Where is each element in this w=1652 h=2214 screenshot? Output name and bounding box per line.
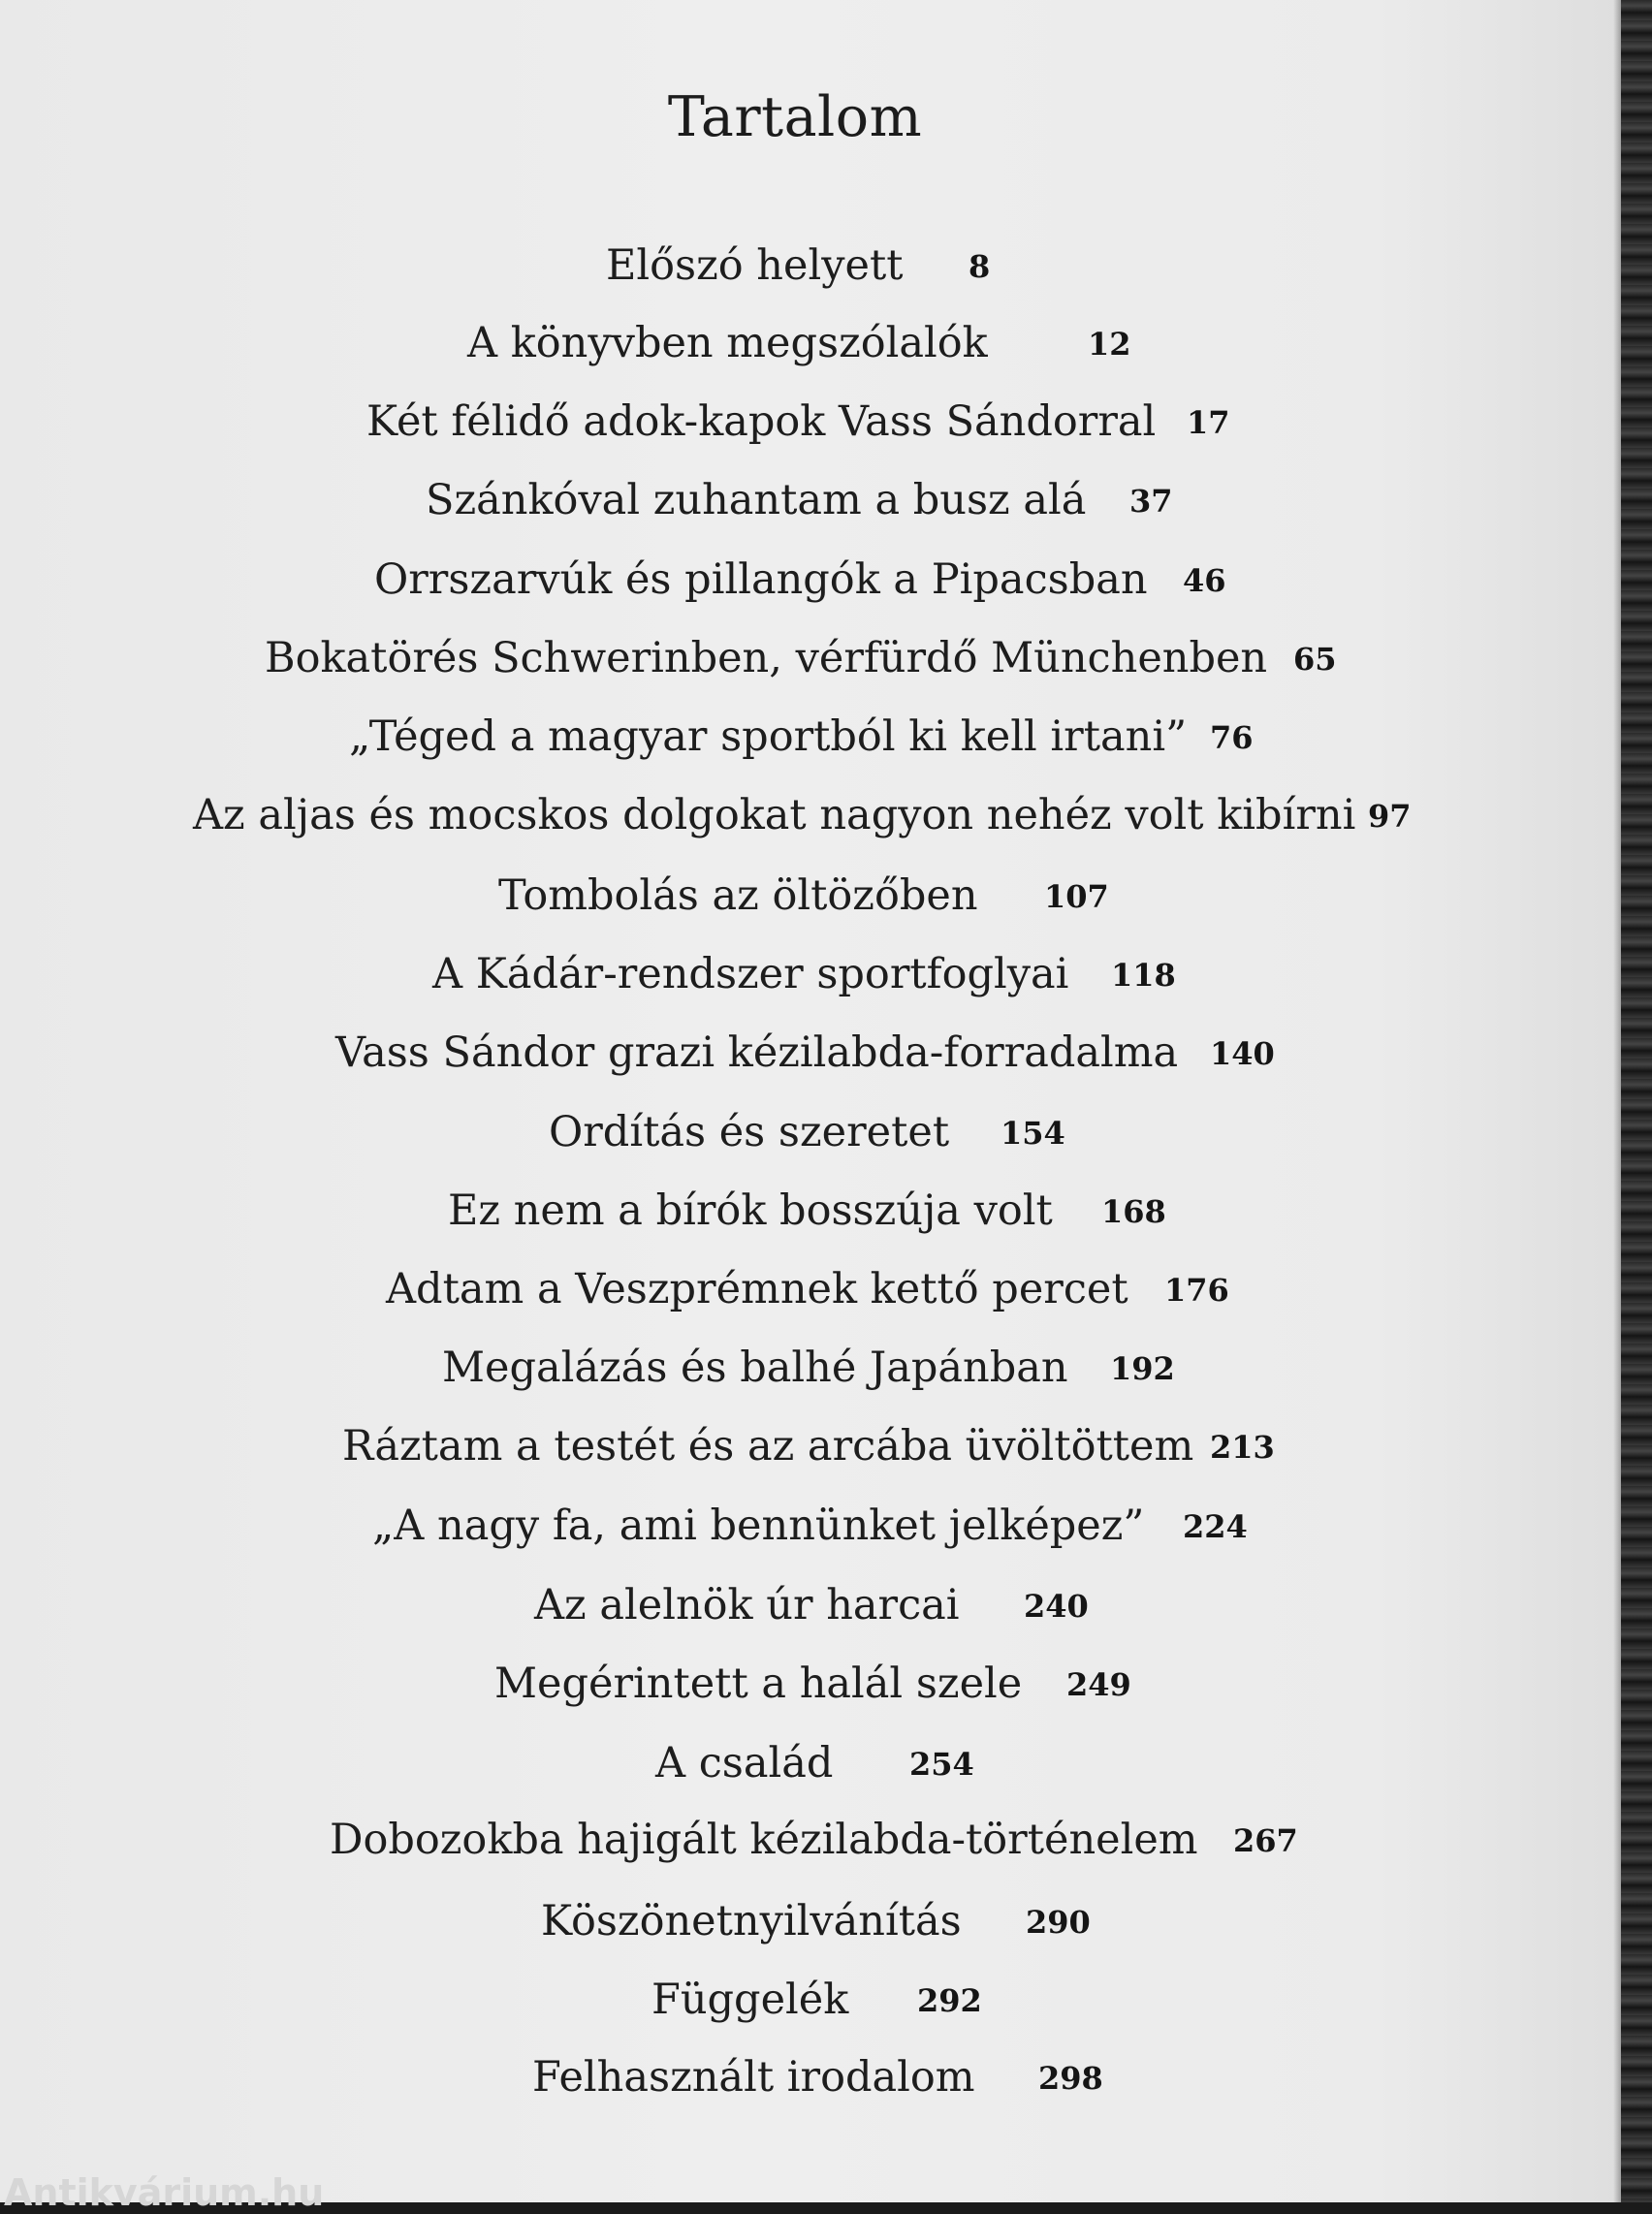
toc-entry-title: Szánkóval zuhantam a busz alá [426, 476, 1087, 524]
toc-entry-title: Függelék [651, 1976, 849, 2024]
toc-entry-page: 17 [1187, 404, 1230, 441]
toc-entry-title: „Téged a magyar sportból ki kell irtani” [349, 712, 1188, 761]
toc-entry-page: 168 [1101, 1193, 1166, 1230]
watermark-text: Antikvárium.hu [4, 2171, 325, 2214]
toc-entry-title: Dobozokba hajigált kézilabda-történelem [330, 1816, 1198, 1864]
toc-entry-title: Ez nem a bírók bosszúja volt [448, 1186, 1053, 1235]
toc-entry-page: 267 [1233, 1822, 1298, 1859]
toc-entry-title: Két félidő adok-kapok Vass Sándorral [366, 397, 1157, 446]
toc-entry-page: 298 [1038, 2060, 1103, 2097]
page-title: Tartalom [667, 85, 923, 149]
toc-entry-page: 176 [1164, 1272, 1229, 1309]
toc-entry-page: 240 [1024, 1588, 1089, 1625]
toc-entry-title: Bokatörés Schwerinben, vérfürdő Münchenben [265, 634, 1268, 682]
toc-entry-page: 12 [1088, 326, 1131, 363]
toc-entry-title: A család [655, 1739, 834, 1787]
toc-entry-page: 254 [909, 1746, 974, 1783]
toc-entry-page: 107 [1044, 878, 1109, 915]
toc-entry-title: A könyvben megszólalók [467, 319, 988, 367]
toc-entry-title: Az alelnök úr harcai [534, 1581, 960, 1629]
toc-entry-page: 224 [1183, 1508, 1248, 1545]
toc-entry-page: 76 [1210, 719, 1254, 756]
toc-entry-page: 249 [1066, 1666, 1131, 1703]
toc-entry-page: 213 [1210, 1429, 1275, 1466]
toc-entry-title: Tombolás az öltözőben [498, 871, 978, 920]
toc-entry-title: Vass Sándor grazi kézilabda-forradalma [335, 1028, 1179, 1077]
toc-entry-title: Ráztam a testét és az arcába üvöltöttem [342, 1422, 1194, 1471]
toc-entry-page: 65 [1293, 641, 1337, 678]
toc-entry-page: 192 [1110, 1350, 1175, 1387]
toc-entry-page: 118 [1111, 957, 1176, 994]
toc-entry-title: Az aljas és mocskos dolgokat nagyon nehéz volt kibírni [193, 791, 1356, 839]
toc-entry-page: 8 [969, 248, 991, 285]
toc-entry-title: Adtam a Veszprémnek kettő percet [386, 1265, 1128, 1313]
toc-entry-title: Köszönetnyilvánítás [541, 1897, 962, 1945]
toc-entry-page: 46 [1183, 562, 1226, 599]
toc-entry-title: Előszó helyett [606, 241, 904, 290]
toc-entry-page: 140 [1210, 1035, 1275, 1072]
toc-entry-page: 37 [1129, 483, 1173, 520]
toc-entry-title: Ordítás és szeretet [549, 1108, 950, 1156]
toc-entry-page: 154 [1001, 1115, 1065, 1152]
toc-entry-title: A Kádár-rendszer sportfoglyai [432, 950, 1069, 998]
toc-entry-title: Felhasznált irodalom [532, 2053, 975, 2102]
toc-entry-title: „A nagy fa, ami bennünket jelképez” [372, 1502, 1145, 1550]
toc-entry-title: Orrszarvúk és pillangók a Pipacsban [374, 555, 1148, 604]
toc-entry-page: 292 [917, 1982, 982, 2019]
toc-entry-page: 290 [1026, 1904, 1091, 1941]
toc-entry-title: Megérintett a halál szele [494, 1660, 1023, 1708]
toc-entry-title: Megalázás és balhé Japánban [442, 1344, 1068, 1392]
toc-entry-page: 97 [1368, 798, 1412, 835]
book-spine [1621, 0, 1652, 2202]
